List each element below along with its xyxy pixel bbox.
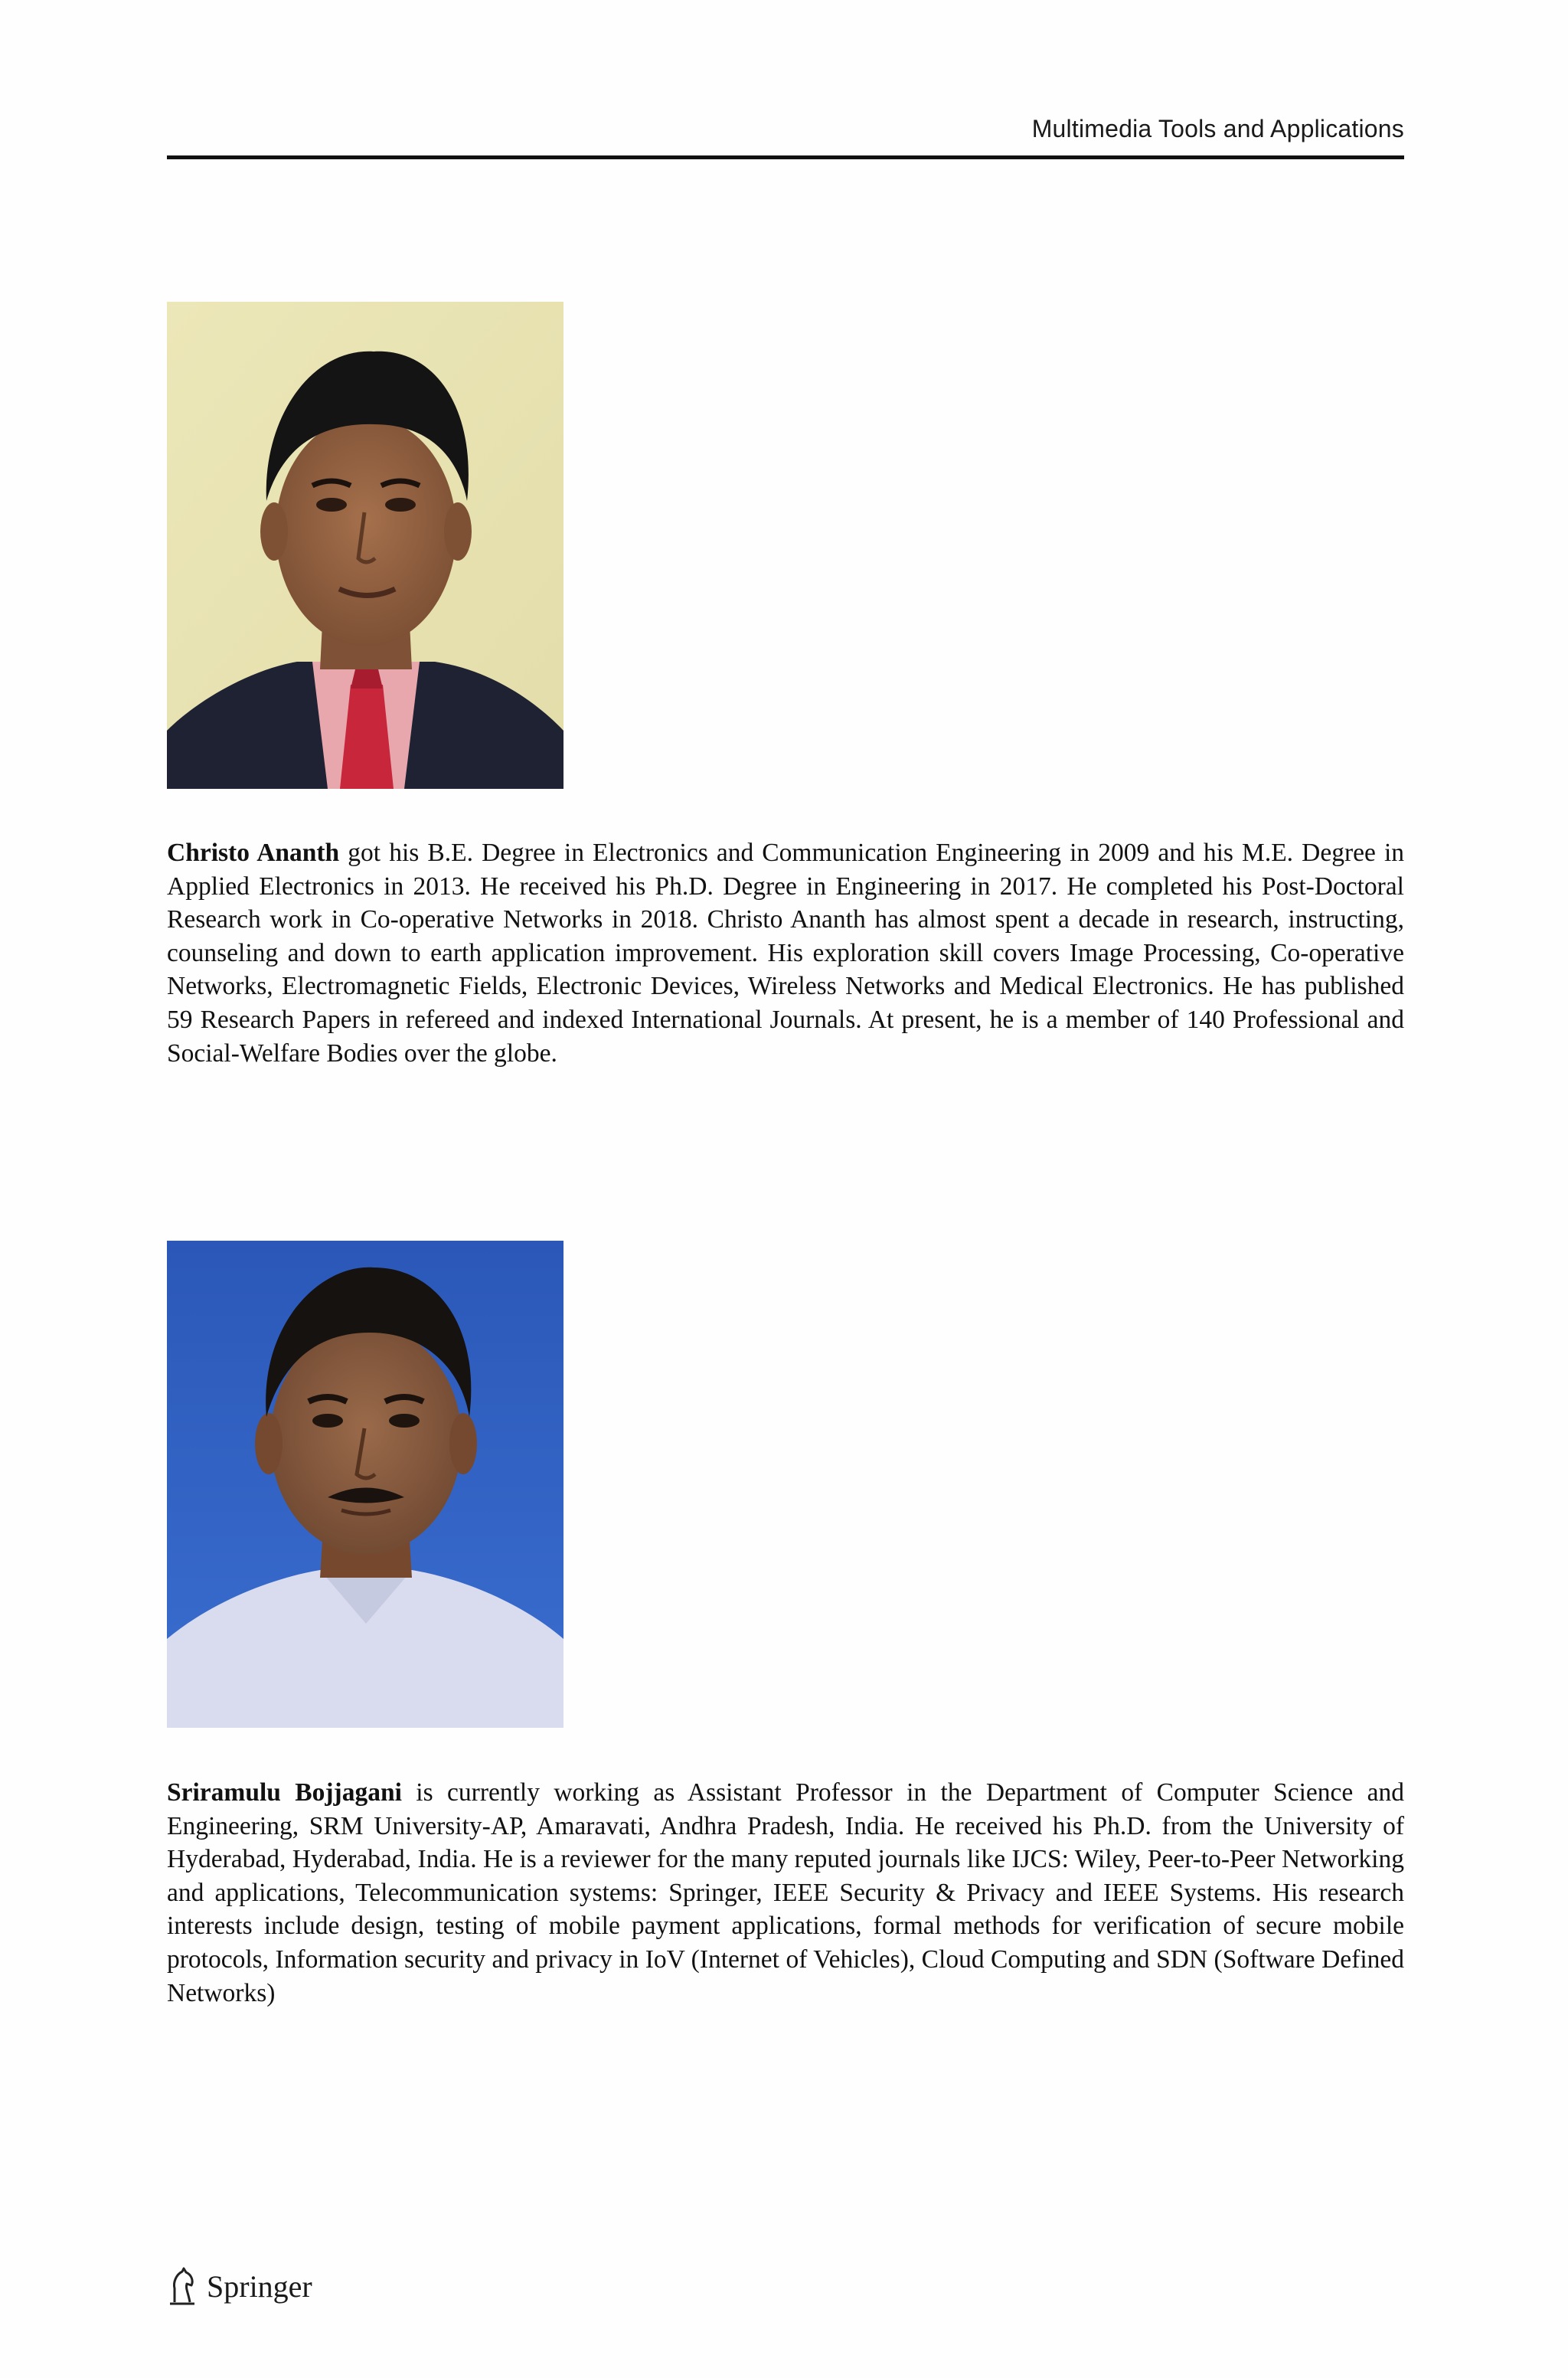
publisher-logo: [165, 2263, 312, 2309]
springer-horse-icon: [165, 2265, 199, 2307]
author-bio-text: is currently working as Assistant Professor in the Department of Computer Science and Engineering, SRM University-AP, Amaravati, Andhra Pradesh, India. He received his Ph.D. from the University of Hyderabad, Hyderabad, India. He is a reviewer for the many reputed journals like IJCS: Wiley, Peer-to-Peer Networking and applications, Telecommunication systems: Springer, IEEE Security & Privacy and IEEE Systems. His research interests include design, testing of mobile payment applications, formal methods for verification of secure mobile protocols, Information security and privacy in IoV (Internet of Vehicles), Cloud Computing and SDN (Software Defined Networks): [167, 1778, 1405, 2007]
portrait-photo: [167, 302, 564, 789]
journal-title: Multimedia Tools and Applications: [1031, 115, 1404, 142]
author-bio: [167, 836, 1404, 1070]
author-photo-christo-ananth: [167, 302, 564, 789]
publisher-name: Springer: [207, 2268, 312, 2304]
author-bio: [167, 1776, 1404, 2010]
author-name: Sriramulu Bojjagani: [167, 1778, 402, 1807]
author-name: Christo Ananth: [167, 839, 340, 867]
running-head: [167, 113, 1404, 159]
author-photo-sriramulu-bojjagani: [167, 1241, 564, 1728]
author-bio-text: got his B.E. Degree in Electronics and Communication Engineering in 2009 and his M.E. Degree in Applied Electronics in 2013. He received his Ph.D. Degree in Engineering in 2017. He completed his Post-Doctoral Research work in Co-operative Networks in 2018. Christo Ananth has almost spent a decade in research, instructing, counseling and down to earth application improvement. His exploration skill covers Image Processing, Co-operative Networks, Electromagnetic Fields, Electronic Devices, Wireless Networks and Medical Electronics. He has published 59 Research Papers in refereed and indexed International Journals. At present, he is a member of 140 Professional and Social-Welfare Bodies over the globe.: [167, 839, 1404, 1068]
portrait-photo: [167, 1241, 564, 1728]
